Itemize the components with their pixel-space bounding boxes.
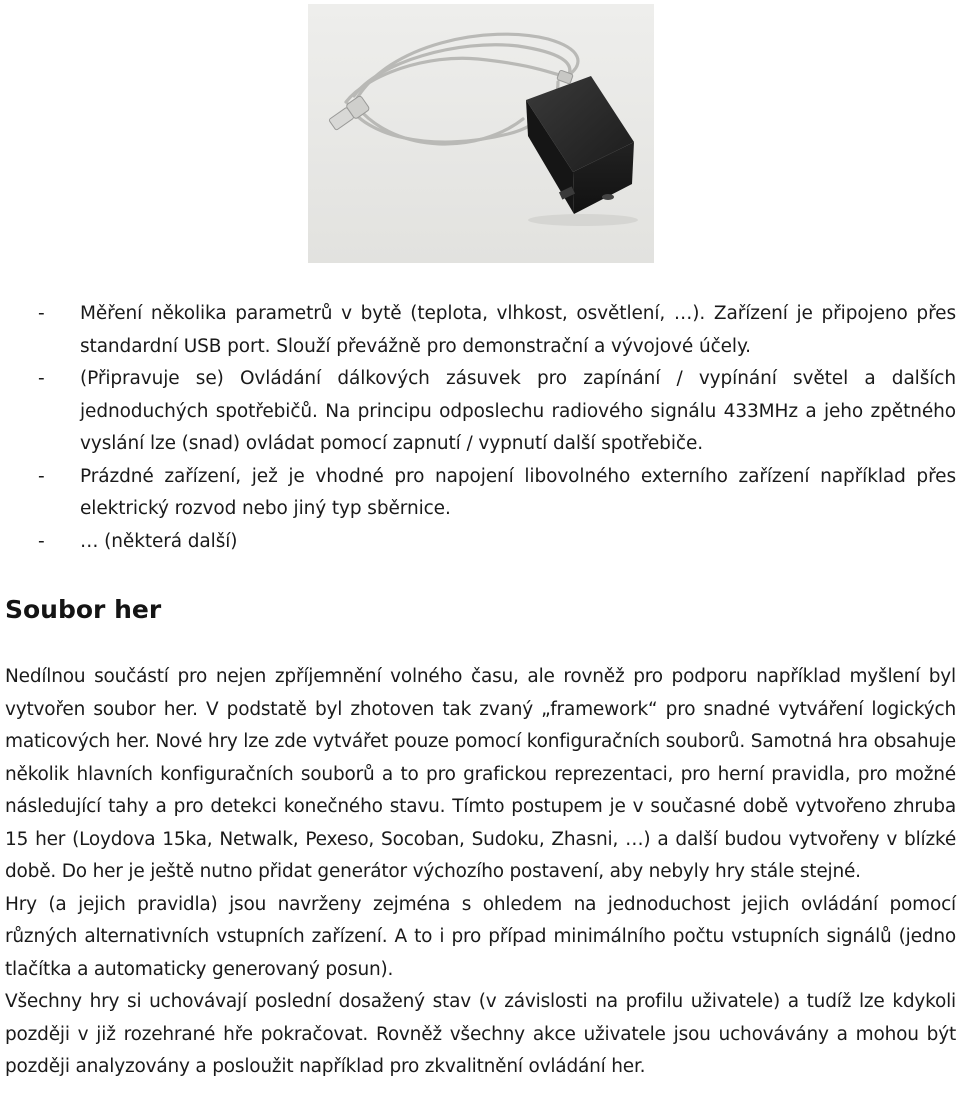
- feature-list: [0, 298, 960, 558]
- paragraph: Hry (a jejich pravidla) jsou navrženy zejména s ohledem na jednoduchost jejich ovládání pomocí různých alternativních vstupních zařízení. A to i pro případ minimálního počtu vstupních signálů (jedno tlačítka a automaticky generovaný posun).: [5, 893, 956, 980]
- list-item-text: … (některá další): [80, 530, 238, 552]
- list-item: [0, 298, 960, 363]
- section-body: [5, 661, 956, 1084]
- list-dash: -: [38, 465, 45, 487]
- list-dash: -: [38, 368, 45, 389]
- list-item: [0, 461, 960, 526]
- list-item-text: Měření několika parametrů v bytě (teplota, vlhkost, osvětlení, …). Zařízení je připojeno přes standardní USB port. Slouží převážně pro demonstrační a vývojové účely.: [80, 303, 956, 357]
- device-photo: [308, 4, 654, 263]
- list-item: [0, 363, 960, 461]
- list-item-text: Prázdné zařízení, jež je vhodné pro napojení libovolného externího zařízení například přes elektrický rozvod nebo jiný typ sběrnice.: [80, 465, 956, 519]
- section-heading: Soubor her: [5, 595, 162, 624]
- list-dash: -: [38, 303, 45, 324]
- list-item-text: (Připravuje se) Ovládání dálkových zásuvek pro zapínání / vypínání světel a dalších jednoduchých spotřebičů. Na principu odposlechu radiového signálu 433MHz a jeho zpětného vyslání lze (snad) ovládat pomocí zapnutí / vypnutí další spotřebiče.: [80, 368, 956, 454]
- list-item: [0, 526, 960, 559]
- paragraph: Nedílnou součástí pro nejen zpříjemnění volného času, ale rovněž pro podporu například myšlení byl vytvořen soubor her. V podstatě byl zhotoven tak zvaný „framework“ pro snadné vytváření logických maticových her. Nové hry lze zde vytvářet pouze pomocí konfiguračních souborů. Samotná hra obsahuje několik hlavních konfiguračních souborů a to pro grafickou reprezentaci, pro herní pravidla, pro možné následující tahy a pro detekci konečného stavu. Tímto postupem je v současné době vytvořeno zhruba 15 her (Loydova 15ka, Netwalk, Pexeso, Socoban, Sudoku, Zhasni, …) a další budou vytvořeny v blízké době. Do her je ještě nutno přidat generátor výchozího postavení, aby nebyly hry stále stejné.: [5, 666, 956, 882]
- paragraph: Všechny hry si uchovávají poslední dosažený stav (v závislosti na profilu uživatele) a tudíž lze kdykoli později v již rozehrané hře pokračovat. Rovněž všechny akce uživatele jsou uchovávány a mohou být později analyzovány a posloužit například pro zkvalitnění ovládání her.: [5, 991, 956, 1077]
- list-dash: -: [38, 530, 45, 552]
